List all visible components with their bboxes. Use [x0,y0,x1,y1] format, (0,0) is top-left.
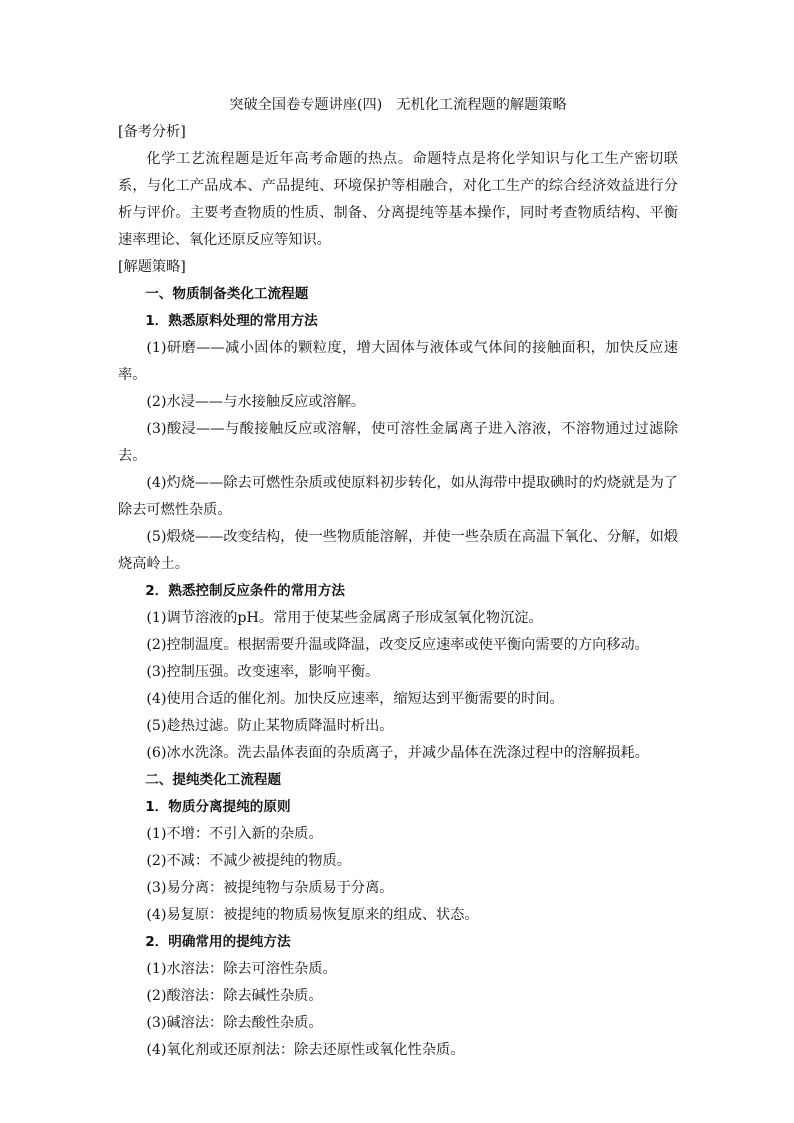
part2-sub1-heading: 1．物质分离提纯的原则 [145,799,291,815]
list-item: (5)煅烧——改变结构，使一些物质能溶解，并使一些杂质在高温下氧化、分解，如煅烧高岭土。 [118,529,678,572]
page-title: 突破全国卷专题讲座(四) 无机化工流程题的解题策略 [229,97,567,113]
list-item: (2)酸溶法：除去碱性杂质。 [146,988,323,1004]
list-item: (3)易分离：被提纯物与杂质易于分离。 [146,880,394,896]
part1-sub1-heading: 1．熟悉原料处理的常用方法 [145,313,318,329]
list-item: (3)控制压强。改变速率，影响平衡。 [146,664,380,680]
document-page [118,92,678,1064]
list-item: (4)灼烧——除去可燃性杂质或使原料初步转化，如从海带中提取碘时的灼烧就是为了除去可燃性杂质。 [118,475,678,518]
part2-sub2-heading: 2．明确常用的提纯方法 [145,934,291,950]
list-item: (1)不增：不引入新的杂质。 [146,826,323,842]
intro-paragraph: 化学工艺流程题是近年高考命题的热点。命题特点是将化学知识与化工生产密切联系，与化工产品成本、产品提纯、环境保护等相融合，对化工生产的综合经济效益进行分析与评价。主要考查物质的性质、制备、分离提纯等基本操作，同时考查物质结构、平衡速率理论、氧化还原反应等知识。 [118,151,678,248]
list-item: (2)不减：不减少被提纯的物质。 [146,853,351,869]
part1-heading: 一、物质制备类化工流程题 [145,286,309,302]
section-label-prep: [备考分析] [118,124,186,140]
list-item: (2)水浸——与水接触反应或溶解。 [146,394,366,410]
list-item: (1)调节溶液的pH。常用于使某些金属离子形成氢氧化物沉淀。 [146,610,543,626]
list-item: (4)使用合适的催化剂。加快反应速率，缩短达到平衡需要的时间。 [146,691,564,707]
list-item: (4)易复原：被提纯的物质易恢复原来的组成、状态。 [146,907,479,923]
part2-heading: 二、提纯类化工流程题 [145,772,282,788]
list-item: (4)氧化剂或还原剂法：除去还原性或氧化性杂质。 [146,1042,465,1058]
list-item: (2)控制温度。根据需要升温或降温，改变反应速率或使平衡向需要的方向移动。 [146,637,649,653]
part1-sub2-heading: 2．熟悉控制反应条件的常用方法 [145,583,345,599]
list-item: (5)趁热过滤。防止某物质降温时析出。 [146,718,394,734]
list-item: (3)碱溶法：除去酸性杂质。 [146,1015,323,1031]
list-item: (3)酸浸——与酸接触反应或溶解，使可溶性金属离子进入溶液，不溶物通过过滤除去。 [118,421,678,464]
list-item: (1)研磨——减小固体的颗粒度，增大固体与液体或气体间的接触面积，加快反应速率。 [118,340,678,383]
list-item: (1)水溶法：除去可溶性杂质。 [146,961,337,977]
section-label-strategy: [解题策略] [118,259,186,275]
list-item: (6)冰水洗涤。洗去晶体表面的杂质离子，并减少晶体在洗涤过程中的溶解损耗。 [146,745,649,761]
